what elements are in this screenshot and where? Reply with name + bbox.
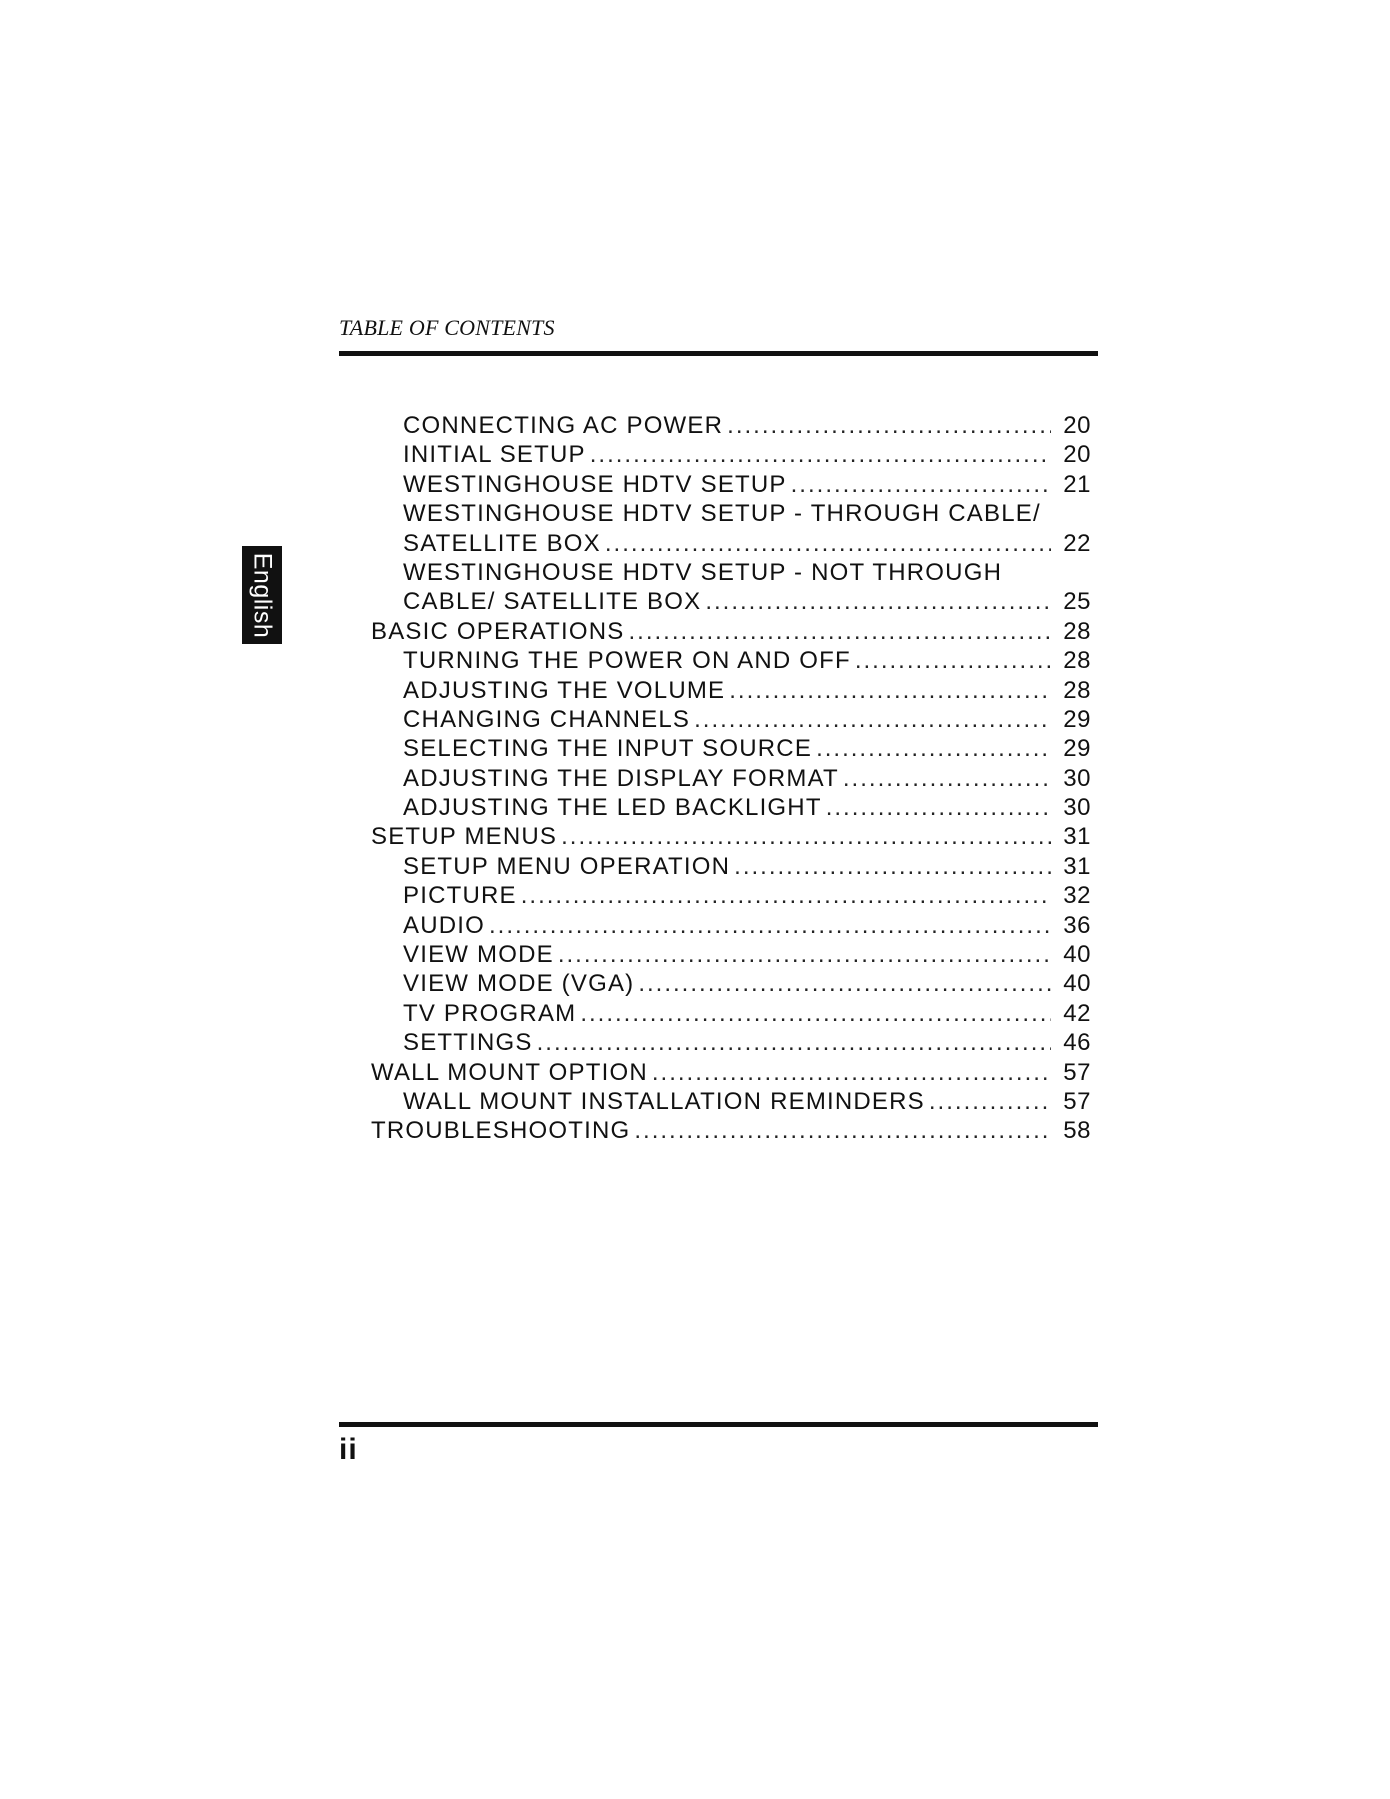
toc-dot-leader <box>558 940 1051 969</box>
toc-entry <box>371 734 1091 763</box>
toc-dot-leader <box>521 881 1051 910</box>
toc-entry-page: 25 <box>1063 588 1091 616</box>
toc-dot-leader <box>816 734 1051 763</box>
language-tab <box>242 546 282 644</box>
toc-entry-title: ADJUSTING THE VOLUME <box>403 676 726 704</box>
toc-entry-page: 28 <box>1063 647 1091 675</box>
toc-entry-page: 57 <box>1063 1058 1091 1086</box>
toc-dot-leader <box>734 852 1051 881</box>
toc-entry-title: SETUP MENUS <box>371 823 558 851</box>
toc-entry <box>371 617 1091 646</box>
toc-entry <box>371 1116 1091 1145</box>
toc-entry-title: INITIAL SETUP <box>403 441 586 469</box>
toc-entry <box>371 764 1091 793</box>
toc-dot-leader <box>489 911 1051 940</box>
toc-entry-page: 20 <box>1063 412 1091 439</box>
toc-dot-leader <box>634 1116 1051 1145</box>
toc-dot-leader <box>638 969 1051 998</box>
toc-entry <box>371 881 1091 910</box>
toc-dot-leader <box>826 793 1051 822</box>
toc-entry <box>371 1028 1091 1057</box>
toc-entry-page: 36 <box>1063 911 1091 939</box>
toc-entry-title: WESTINGHOUSE HDTV SETUP - THROUGH CABLE/ <box>403 500 1041 528</box>
toc-entry-title: SETTINGS <box>403 1029 533 1057</box>
toc-dot-leader <box>605 529 1051 558</box>
toc-entry-page: 31 <box>1063 852 1091 880</box>
page-header-title: TABLE OF CONTENTS <box>339 315 555 340</box>
toc-entry <box>371 705 1091 734</box>
toc-entry-title: SATELLITE BOX <box>403 529 601 557</box>
page-number: ii <box>339 1433 358 1466</box>
toc-entry-page: 58 <box>1063 1117 1091 1145</box>
toc-dot-leader <box>929 1087 1051 1116</box>
toc-entry-page: 31 <box>1063 823 1091 851</box>
toc-dot-leader <box>729 676 1051 705</box>
toc-entry <box>371 852 1091 881</box>
toc-entry-title: ADJUSTING THE DISPLAY FORMAT <box>403 764 839 792</box>
toc-entry <box>371 999 1091 1028</box>
toc-entry-page: 28 <box>1063 676 1091 704</box>
toc-dot-leader <box>652 1058 1051 1087</box>
header-rule <box>339 351 1098 356</box>
language-tab-label: English <box>248 552 277 638</box>
toc-entry <box>371 911 1091 940</box>
toc-entry <box>371 499 1091 528</box>
toc-entry <box>371 411 1091 440</box>
toc-entry-title: WALL MOUNT OPTION <box>371 1058 648 1086</box>
toc-entry-title: SELECTING THE INPUT SOURCE <box>403 735 813 763</box>
toc-entry-page: 22 <box>1063 529 1091 557</box>
toc-entry-title: CONNECTING AC POWER <box>403 412 724 439</box>
toc-dot-leader <box>580 999 1051 1028</box>
toc-entry <box>371 969 1091 998</box>
toc-dot-leader <box>694 705 1051 734</box>
toc-entry-page: 30 <box>1063 794 1091 822</box>
toc-entry-title: CHANGING CHANNELS <box>403 705 691 733</box>
toc-dot-leader <box>791 470 1051 499</box>
toc-entry-title: SETUP MENU OPERATION <box>403 852 731 880</box>
toc-dot-leader <box>705 587 1051 616</box>
toc-entry <box>371 676 1091 705</box>
toc-entry-page: 57 <box>1063 1087 1091 1115</box>
toc-dot-leader <box>590 440 1051 469</box>
toc-entry-title: VIEW MODE <box>403 941 554 969</box>
toc-entry-title: TROUBLESHOOTING <box>371 1117 631 1145</box>
toc-entry <box>371 587 1091 616</box>
toc-entry <box>371 940 1091 969</box>
toc-entry-title: ADJUSTING THE LED BACKLIGHT <box>403 794 822 822</box>
toc-dot-leader <box>727 411 1051 440</box>
toc-entry-title: AUDIO <box>403 911 486 939</box>
toc-entry <box>371 558 1091 587</box>
toc-entry-title: TV PROGRAM <box>403 999 577 1027</box>
toc-entry <box>371 470 1091 499</box>
toc-entry-page: 32 <box>1063 882 1091 910</box>
toc-entry-title: VIEW MODE (VGA) <box>403 970 635 998</box>
toc-entry-page: 30 <box>1063 764 1091 792</box>
toc-entry <box>371 440 1091 469</box>
toc-entry <box>371 822 1091 851</box>
table-of-contents <box>371 411 1091 1146</box>
toc-entry-page: 40 <box>1063 970 1091 998</box>
toc-dot-leader <box>537 1028 1051 1057</box>
toc-entry-page: 28 <box>1063 617 1091 645</box>
toc-dot-leader <box>855 646 1051 675</box>
toc-entry-title: CABLE/ SATELLITE BOX <box>403 588 702 616</box>
toc-dot-leader <box>843 764 1051 793</box>
toc-entry <box>371 793 1091 822</box>
toc-entry-page: 46 <box>1063 1029 1091 1057</box>
toc-entry-title: WALL MOUNT INSTALLATION REMINDERS <box>403 1087 925 1115</box>
toc-entry-title: PICTURE <box>403 882 517 910</box>
toc-entry-page: 21 <box>1063 470 1091 498</box>
toc-entry-title: WESTINGHOUSE HDTV SETUP <box>403 470 787 498</box>
toc-entry-page: 40 <box>1063 941 1091 969</box>
toc-entry-page: 29 <box>1063 735 1091 763</box>
toc-dot-leader <box>628 617 1051 646</box>
toc-entry <box>371 1087 1091 1116</box>
toc-entry <box>371 1058 1091 1087</box>
toc-entry-page: 20 <box>1063 441 1091 469</box>
toc-dot-leader <box>561 822 1051 851</box>
toc-entry <box>371 529 1091 558</box>
toc-entry-title: TURNING THE POWER ON AND OFF <box>403 647 851 675</box>
toc-entry-page: 42 <box>1063 999 1091 1027</box>
toc-entry-title: BASIC OPERATIONS <box>371 617 625 645</box>
footer-rule <box>339 1422 1098 1427</box>
toc-entry-title: WESTINGHOUSE HDTV SETUP - NOT THROUGH <box>403 558 1003 586</box>
toc-entry <box>371 646 1091 675</box>
toc-entry-page: 29 <box>1063 705 1091 733</box>
